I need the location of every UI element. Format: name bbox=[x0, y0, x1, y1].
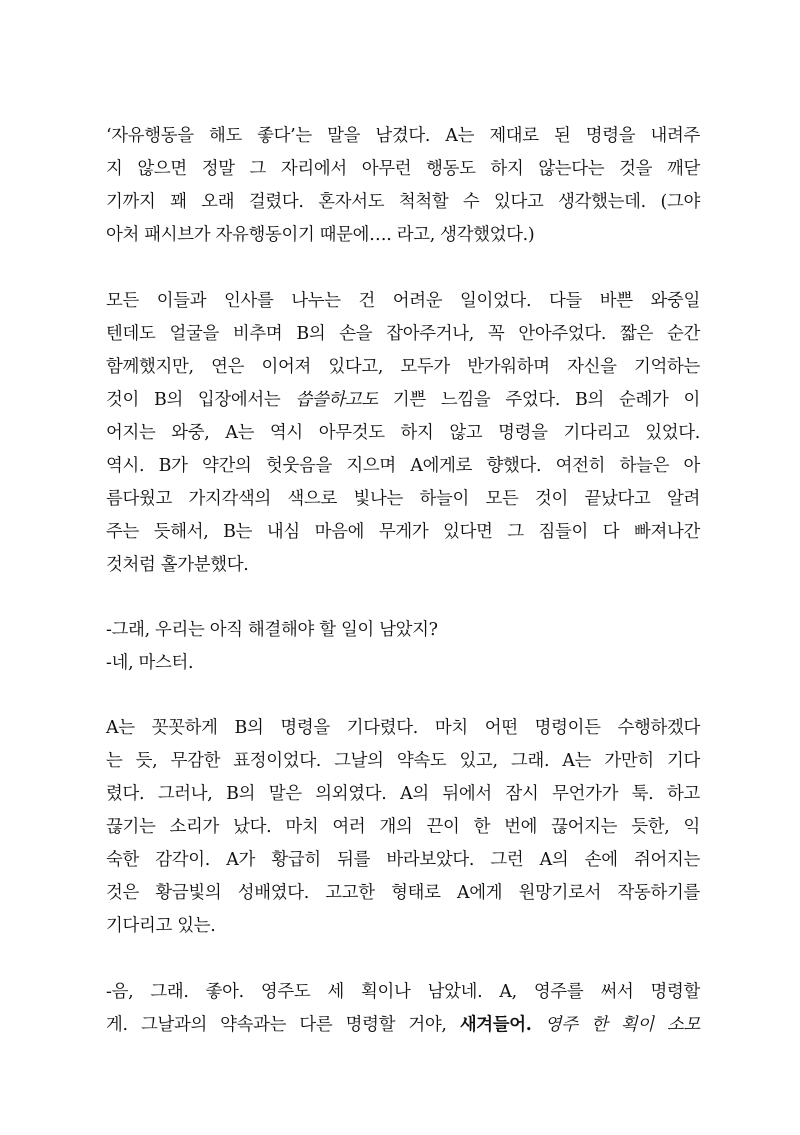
text-line: 함께했지만, 연은 이어져 있다고, 모두가 반가워하며 자신을 기억하는 bbox=[106, 357, 700, 377]
dialogue-line: -네, 마스터. bbox=[106, 653, 194, 673]
text-line bbox=[106, 1009, 700, 1042]
text-line: 기다리고 있는. bbox=[106, 916, 216, 936]
text-line: 모든 이들과 인사를 나누는 건 어려운 일이었다. 다들 바쁜 와중일 bbox=[106, 291, 700, 311]
text-line: 기까지 꽤 오래 걸렸다. 혼자서도 척척할 수 있다고 생각했는데. (그야 bbox=[106, 192, 700, 212]
text-line: -음, 그래. 좋아. 영주도 세 획이나 남았네. A, 영주를 써서 명령할 bbox=[106, 982, 700, 1002]
text-line: 것처럼 홀가분했다. bbox=[106, 555, 249, 575]
italic-emphasis: 씁쓸하고도 bbox=[295, 390, 378, 410]
text-segment: 게. 그날과의 약속과는 다른 명령할 거야, bbox=[106, 1015, 460, 1035]
text-segment: 기쁜 느낌을 주었다. B의 순례가 이 bbox=[377, 390, 700, 410]
text-line: 지 않으면 정말 그 자리에서 아무런 행동도 하지 않는다는 것을 깨닫 bbox=[106, 159, 700, 179]
text-line: 름다웠고 가지각색의 색으로 빛나는 하늘이 모든 것이 끝났다고 알려 bbox=[106, 489, 700, 509]
bold-emphasis: 새겨들어. bbox=[459, 1015, 532, 1035]
text-line: 렸다. 그러나, B의 말은 의외였다. A의 뒤에서 잠시 무언가가 툭. 하고 bbox=[106, 784, 700, 804]
text-line bbox=[106, 384, 700, 417]
italic-emphasis: 영주 한 획이 소모 bbox=[531, 1015, 700, 1035]
text-line: 숙한 감각이. A가 황급히 뒤를 바라보았다. 그런 A의 손에 쥐어지는 bbox=[106, 850, 700, 870]
text-line: 는 듯, 무감한 표정이었다. 그날의 약속도 있고, 그래. A는 가만히 기다 bbox=[106, 751, 700, 771]
text-line: ‘자유행동을 해도 좋다’는 말을 남겼다. A는 제대로 된 명령을 내려주 bbox=[106, 126, 700, 146]
text-line: A는 꼿꼿하게 B의 명령을 기다렸다. 마치 어떤 명령이든 수행하겠다 bbox=[106, 718, 700, 738]
dialogue-line: -그래, 우리는 아직 해결해야 할 일이 남았지? bbox=[106, 620, 438, 640]
text-line: 역시. B가 약간의 헛웃음을 지으며 A에게로 향했다. 여전히 하늘은 아 bbox=[106, 456, 700, 476]
text-line: 텐데도 얼굴을 비추며 B의 손을 잡아주거나, 꼭 안아주었다. 짧은 순간 bbox=[106, 324, 700, 344]
text-line: 주는 듯해서, B는 내심 마음에 무게가 있다면 그 짐들이 다 빠져나간 bbox=[106, 522, 700, 542]
text-line: 끊기는 소리가 났다. 마치 여러 개의 끈이 한 번에 끊어지는 듯한, 익 bbox=[106, 817, 700, 837]
text-line: 어지는 와중, A는 역시 아무것도 하지 않고 명령을 기다리고 있었다. bbox=[106, 423, 700, 443]
text-line: 아처 패시브가 자유행동이기 때문에…. 라고, 생각했었다.) bbox=[106, 225, 535, 245]
text-segment: 것이 B의 입장에서는 bbox=[106, 390, 296, 410]
text-line: 것은 황금빛의 성배였다. 고고한 형태로 A에게 원망기로서 작동하기를 bbox=[106, 883, 700, 903]
